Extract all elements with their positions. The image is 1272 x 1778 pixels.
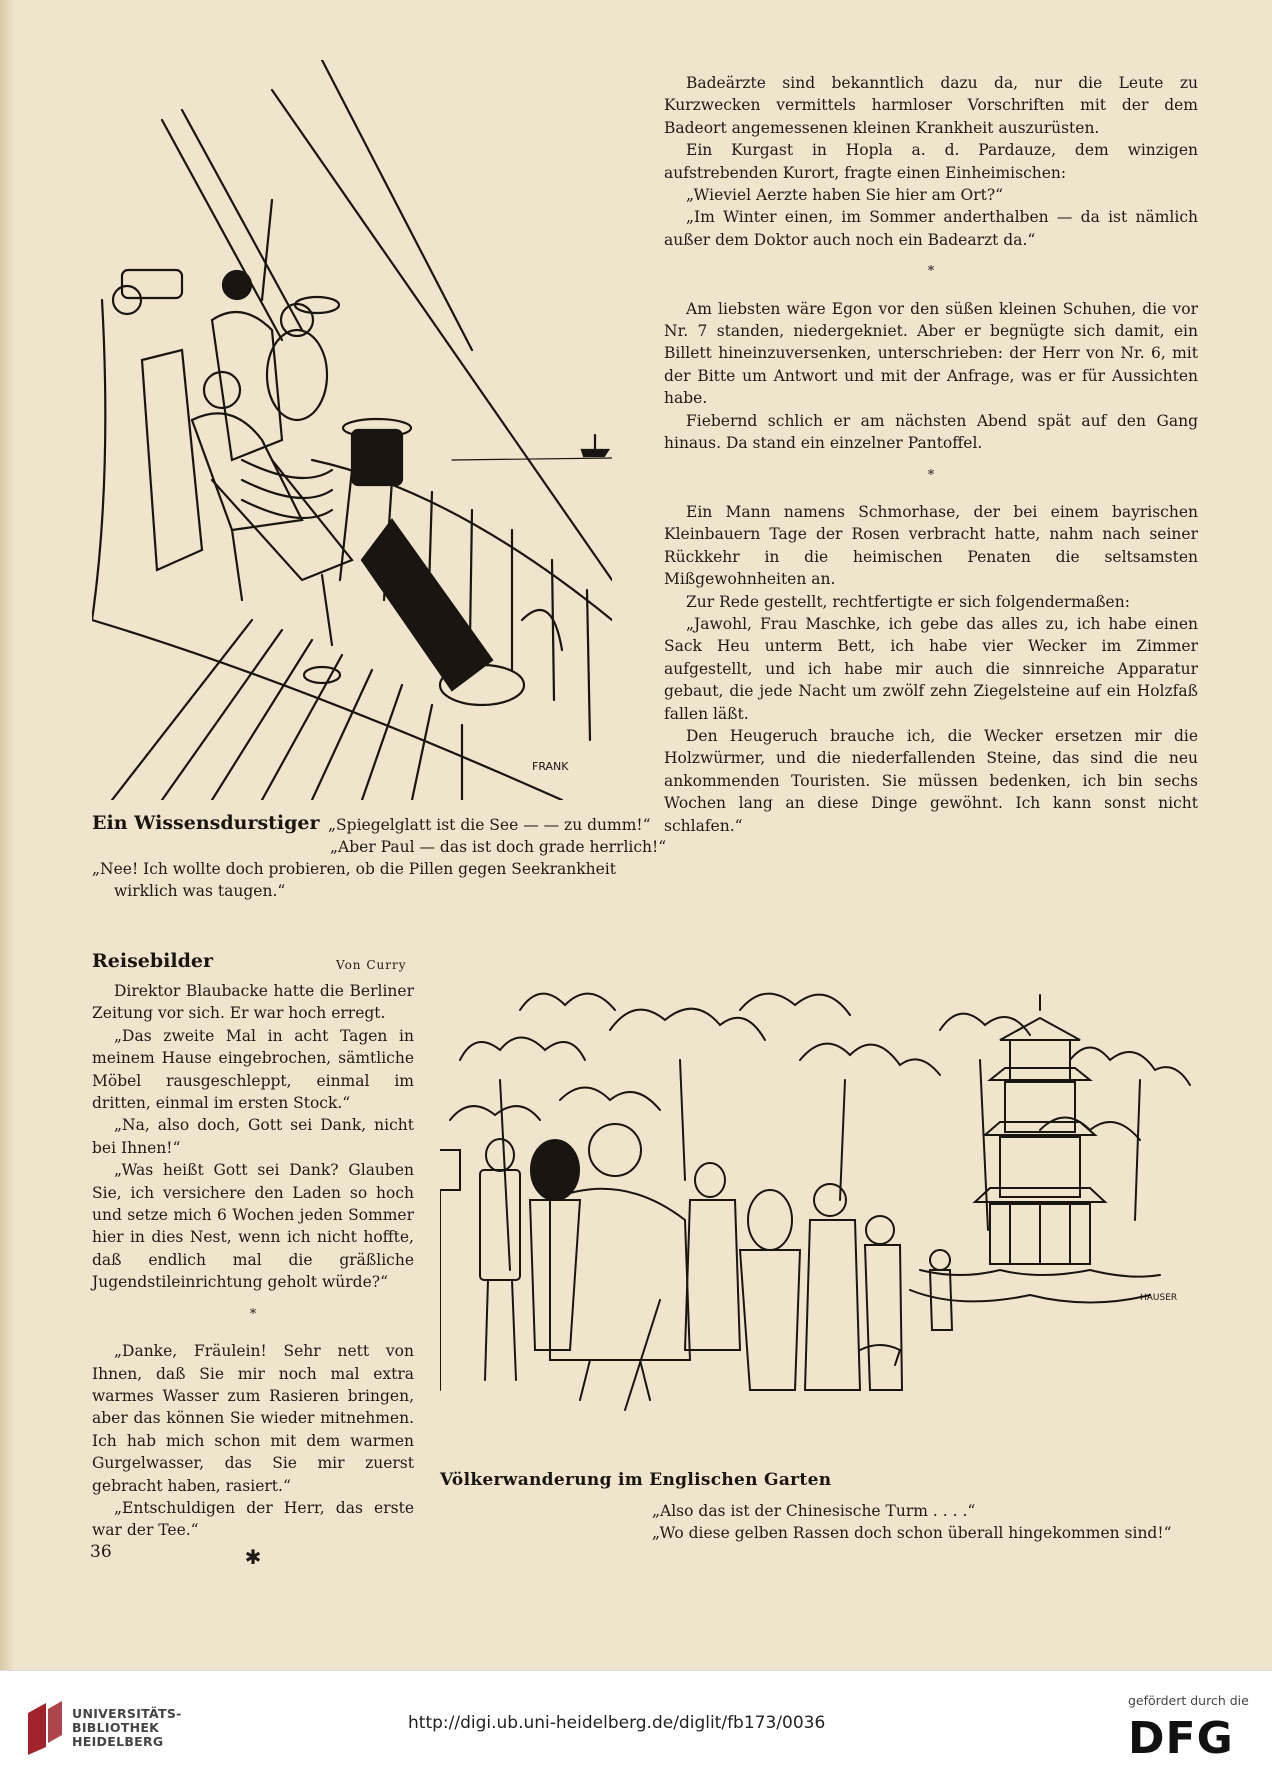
ship-signature: FRANK (532, 760, 569, 773)
paragraph: Direktor Blaubacke hatte die Berliner Zeitung vor sich. Er war hoch erregt. (92, 982, 414, 1023)
ship-caption-line1: „Spiegelglatt ist die See — — zu dumm!“ (328, 816, 651, 834)
funded-by-label: gefördert durch die (1128, 1693, 1249, 1708)
ship-caption-line4: wirklich was taugen.“ (114, 882, 286, 900)
paragraph: Am liebsten wäre Egon vor den süßen kleinen Schuhen, die vor Nr. 7 standen, niedergekniet. Aber er begnügte sich damit, ein Billett hineinzuversenken, unterschrieben: der Herr von Nr. 6, mit der Bitte um Antwort und mit der Anfrage, was er für Aussichten habe. (664, 299, 1198, 408)
source-url-link[interactable]: http://digi.ub.uni-heidelberg.de/diglit/fb173/0036 (408, 1713, 826, 1733)
garden-signature: HAUSER (1140, 1293, 1178, 1303)
garden-illustration (440, 970, 1210, 1430)
paragraph: „Danke, Fräulein! Sehr nett von Ihnen, daß Sie mir noch mal extra warmes Wasser zum Rasieren bringen, aber das können Sie wieder mitnehmen. Ich hab mich schon mit dem warmen Gurgelwasser, das Sie mir zuerst gebracht haben, rasiert.“ (92, 1342, 414, 1495)
paragraph: Den Heugeruch brauche ich, die Wecker ersetzen mir die Holzwürmer, und die niederfallenden Steine, das sind die neu ankommenden Touristen. Sie müssen bedenken, ich bin sechs Wochen lang an diese Dinge gewöhnt. Ich kann sonst nicht schlafen.“ (664, 726, 1198, 835)
garden-caption-line2: „Wo diese gelben Rassen doch schon überall hingekommen sind!“ (652, 1524, 1172, 1542)
paragraph: Fiebernd schlich er am nächsten Abend spät auf den Gang hinaus. Da stand ein einzelner Pantoffel. (664, 411, 1198, 453)
reisebilder-author: Von Curry (336, 958, 407, 972)
garden-caption-line1: „Also das ist der Chinesische Turm . . . .“ (652, 1502, 976, 1520)
university-library-logo (24, 1695, 66, 1755)
library-name-line2: BIBLIOTHEK (72, 1720, 160, 1735)
paragraph: „Im Winter einen, im Sommer anderthalben — da ist nämlich außer dem Doktor auch noch ein Badearzt da.“ (664, 208, 1198, 249)
paragraph: „Wieviel Aerzte haben Sie hier am Ort?“ (686, 186, 1004, 205)
separator: * (927, 264, 935, 280)
paragraph: Zur Rede gestellt, rechtfertigte er sich folgendermaßen: (686, 592, 1130, 611)
paragraph: „Jawohl, Frau Maschke, ich gebe das alles zu, ich habe einen Sack Heu unterm Bett, ich habe vier Wecker im Zimmer aufgestellt, und ich habe mir auch die sinnreiche Apparatur gebaut, die jede Nacht um zwölf zehn Ziegelsteine auf ein Holzfaß fallen läßt. (664, 614, 1198, 723)
paragraph: Ein Mann namens Schmorhase, der bei einem bayrischen Kleinbauern Tage der Rosen verbracht hatte, nahm nach seiner Rückkehr in die heimischen Penaten die seltsamsten Mißgewohnheiten an. (664, 502, 1198, 589)
paragraph: „Entschuldigen der Herr, das erste war der Tee.“ (92, 1498, 414, 1540)
paragraph: „Was heißt Gott sei Dank? Glauben Sie, ich versichere den Laden so hoch und setze mich 6 Wochen jeden Sommer hier in dies Nest, wenn ich nicht hoffte, daß endlich mal die gräßliche Jugendstileinrichtung geholt würde?“ (92, 1161, 414, 1292)
ship-caption-line3: „Nee! Ich wollte doch probieren, ob die Pillen gegen Seekrankheit (92, 860, 616, 878)
separator: * (249, 1306, 257, 1322)
top-right-text-column (664, 72, 1198, 837)
reisebilder-title: Reisebilder (92, 950, 213, 972)
footer-bar (0, 1670, 1272, 1778)
ship-caption-line2: „Aber Paul — das ist doch grade herrlich!“ (330, 838, 667, 856)
paragraph: Ein Kurgast in Hopla a. d. Pardauze, dem winzigen aufstrebenden Kurort, fragte einen Einheimischen: (664, 141, 1198, 182)
paragraph: „Na, also doch, Gott sei Dank, nicht bei Ihnen!“ (92, 1116, 414, 1157)
ship-illustration (92, 60, 612, 800)
paragraph: „Das zweite Mal in acht Tagen in meinem Hause eingebrochen, sämtliche Möbel rausgeschleppt, einmal im dritten, einmal im ersten Stock.“ (92, 1026, 414, 1113)
page-number: 36 (90, 1542, 112, 1562)
dfg-logo: DFG (1128, 1713, 1234, 1764)
reisebilder-column (92, 980, 414, 1582)
ship-cartoon-title: Ein Wissensdurstiger (92, 812, 320, 834)
garden-cartoon-title: Völkerwanderung im Englischen Garten (440, 1470, 832, 1490)
end-mark: ✱ (244, 1544, 262, 1569)
library-name-line1: UNIVERSITÄTS- (72, 1706, 182, 1721)
separator: * (927, 467, 935, 483)
library-name (72, 1707, 182, 1749)
paragraph: Badeärzte sind bekanntlich dazu da, nur die Leute zu Kurzwecken vermittels harmloser Vorschriften mit der dem Badeort angemessenen kleinen Krankheit auszurüsten. (664, 74, 1198, 137)
library-name-line3: HEIDELBERG (72, 1734, 164, 1749)
